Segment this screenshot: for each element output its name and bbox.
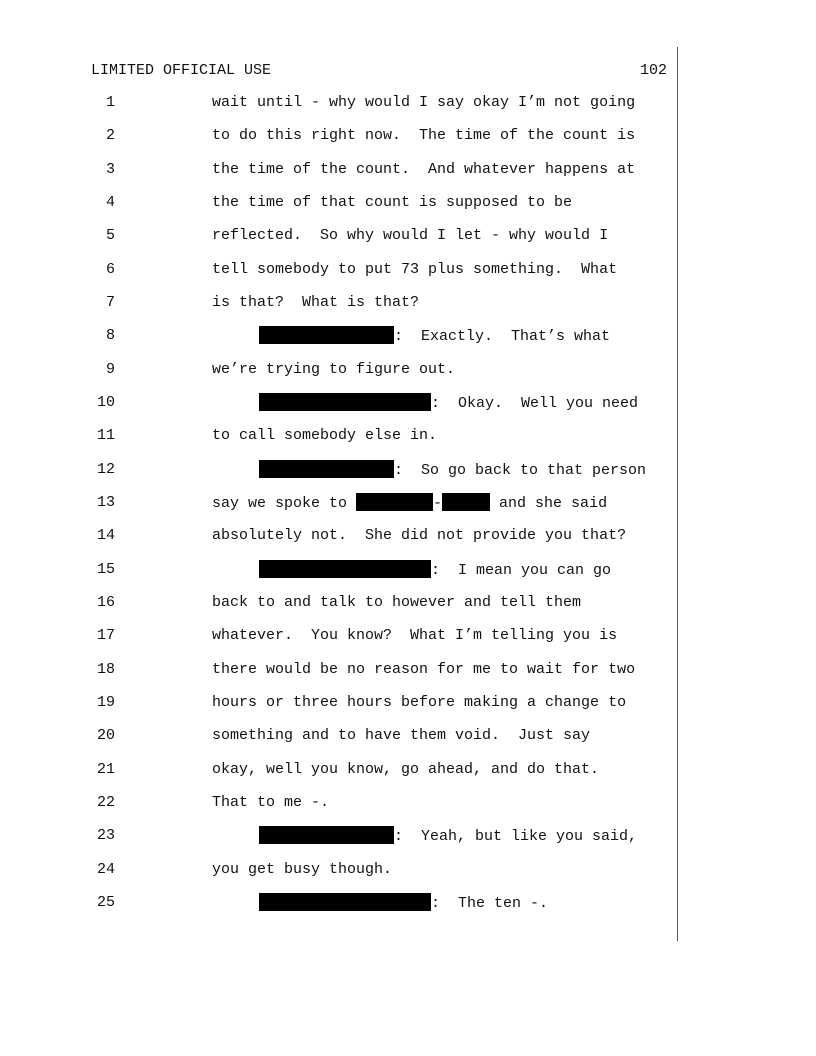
line-text: to do this right now. The time of the count is bbox=[212, 127, 636, 144]
redaction-bar bbox=[259, 393, 431, 411]
transcript-line bbox=[0, 860, 677, 880]
transcript-line bbox=[0, 793, 677, 813]
transcript-line bbox=[0, 360, 677, 380]
line-number: 12 bbox=[96, 461, 115, 478]
line-number: 2 bbox=[105, 127, 115, 144]
line-text: is that? What is that? bbox=[212, 294, 420, 311]
transcript-line bbox=[0, 293, 677, 313]
line-text: okay, well you know, go ahead, and do that. bbox=[212, 761, 600, 778]
line-text: : I mean you can go bbox=[431, 562, 612, 579]
line-text: we’re trying to figure out. bbox=[212, 361, 456, 378]
line-number: 23 bbox=[96, 827, 115, 844]
line-number: 5 bbox=[105, 227, 115, 244]
line-text: tell somebody to put 73 plus something. What bbox=[212, 261, 618, 278]
transcript-line bbox=[0, 893, 677, 913]
line-text-with-redaction bbox=[212, 493, 607, 514]
line-number: 25 bbox=[96, 894, 115, 911]
page-number: 102 bbox=[639, 62, 667, 79]
line-number: 14 bbox=[96, 527, 115, 544]
transcript-line bbox=[0, 760, 677, 780]
redaction-bar bbox=[259, 326, 394, 344]
transcript-line bbox=[0, 126, 677, 146]
speaker-line bbox=[259, 560, 611, 581]
transcript-line bbox=[0, 426, 677, 446]
line-text: That to me -. bbox=[212, 794, 330, 811]
transcript-line bbox=[0, 226, 677, 246]
transcript-line bbox=[0, 260, 677, 280]
speaker-line bbox=[259, 326, 610, 347]
line-text: back to and talk to however and tell them bbox=[212, 594, 582, 611]
classification-header: LIMITED OFFICIAL USE bbox=[91, 62, 272, 79]
redaction-bar bbox=[259, 893, 431, 911]
line-text: absolutely not. She did not provide you that? bbox=[212, 527, 627, 544]
line-text: : Okay. Well you need bbox=[431, 395, 639, 412]
speaker-line bbox=[259, 893, 548, 914]
redaction-bar bbox=[259, 460, 394, 478]
transcript-line bbox=[0, 526, 677, 546]
line-text: there would be no reason for me to wait for two bbox=[212, 661, 636, 678]
transcript-line bbox=[0, 193, 677, 213]
line-number: 1 bbox=[105, 94, 115, 111]
speaker-line bbox=[259, 393, 638, 414]
line-number: 18 bbox=[96, 661, 115, 678]
line-number: 13 bbox=[96, 494, 115, 511]
line-text: reflected. So why would I let - why would I bbox=[212, 227, 609, 244]
line-text: : The ten -. bbox=[431, 895, 549, 912]
line-number: 17 bbox=[96, 627, 115, 644]
margin-rule bbox=[677, 47, 678, 941]
speaker-line bbox=[259, 460, 646, 481]
transcript-line bbox=[0, 626, 677, 646]
line-number: 22 bbox=[96, 794, 115, 811]
line-number: 8 bbox=[105, 327, 115, 344]
line-number: 3 bbox=[105, 161, 115, 178]
redaction-bar bbox=[356, 493, 433, 511]
line-number: 7 bbox=[105, 294, 115, 311]
line-text: : Yeah, but like you said, bbox=[394, 828, 638, 845]
transcript-line bbox=[0, 460, 677, 480]
line-text: say we spoke to bbox=[212, 495, 357, 512]
line-text: whatever. You know? What I’m telling you is bbox=[212, 627, 618, 644]
transcript-line bbox=[0, 693, 677, 713]
line-number: 21 bbox=[96, 761, 115, 778]
transcript-line bbox=[0, 660, 677, 680]
line-text: the time of that count is supposed to be bbox=[212, 194, 573, 211]
line-number: 9 bbox=[105, 361, 115, 378]
line-text: and she said bbox=[490, 495, 608, 512]
transcript-line bbox=[0, 93, 677, 113]
line-number: 15 bbox=[96, 561, 115, 578]
transcript-line bbox=[0, 393, 677, 413]
hyphen-text: - bbox=[433, 495, 443, 512]
transcript-line bbox=[0, 560, 677, 580]
transcript-line bbox=[0, 826, 677, 846]
redaction-bar bbox=[259, 560, 431, 578]
speaker-line bbox=[259, 826, 637, 847]
transcript-line bbox=[0, 160, 677, 180]
line-number: 10 bbox=[96, 394, 115, 411]
line-number: 11 bbox=[96, 427, 115, 444]
line-text: : Exactly. That’s what bbox=[394, 328, 611, 345]
line-text: : So go back to that person bbox=[394, 462, 647, 479]
line-number: 19 bbox=[96, 694, 115, 711]
transcript-line bbox=[0, 593, 677, 613]
line-number: 24 bbox=[96, 861, 115, 878]
line-text: hours or three hours before making a change to bbox=[212, 694, 627, 711]
line-number: 20 bbox=[96, 727, 115, 744]
transcript-line bbox=[0, 326, 677, 346]
line-text: wait until - why would I say okay I’m not going bbox=[212, 94, 636, 111]
line-number: 4 bbox=[105, 194, 115, 211]
line-text: the time of the count. And whatever happens at bbox=[212, 161, 636, 178]
redaction-bar bbox=[442, 493, 490, 511]
transcript-line bbox=[0, 726, 677, 746]
transcript-line bbox=[0, 493, 677, 513]
line-text: to call somebody else in. bbox=[212, 427, 438, 444]
line-number: 6 bbox=[105, 261, 115, 278]
redaction-bar bbox=[259, 826, 394, 844]
line-text: something and to have them void. Just say bbox=[212, 727, 591, 744]
line-number: 16 bbox=[96, 594, 115, 611]
line-text: you get busy though. bbox=[212, 861, 393, 878]
